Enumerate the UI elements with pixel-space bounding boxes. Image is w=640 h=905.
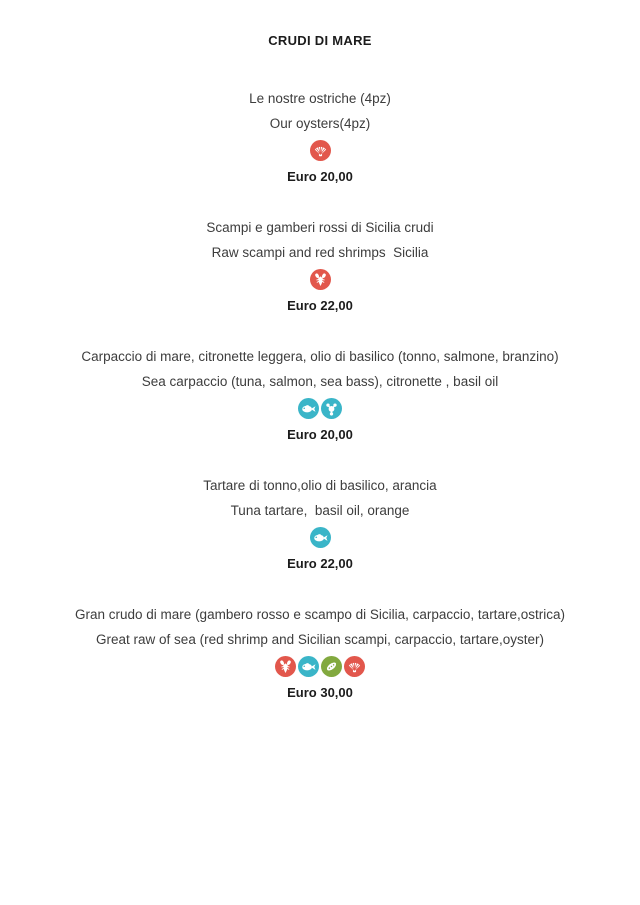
dish-name-italian: Carpaccio di mare, citronette leggera, olio di basilico (tonno, salmone, branzino) — [81, 349, 559, 364]
menu-item — [0, 86, 640, 189]
shell-icon — [310, 140, 331, 161]
allergen-icons — [0, 523, 640, 551]
menu-item — [0, 215, 640, 318]
dish-name-italian: Tartare di tonno,olio di basilico, arancia — [203, 478, 437, 493]
allergen-icons — [0, 394, 640, 422]
menu-item — [0, 602, 640, 705]
dish-name-italian: Scampi e gamberi rossi di Sicilia crudi — [206, 220, 434, 235]
page-title: CRUDI DI MARE — [268, 33, 372, 48]
dish-name-italian: Gran crudo di mare (gambero rosso e scampo di Sicilia, carpaccio, tartare,ostrica) — [75, 607, 565, 622]
pod-icon — [321, 656, 342, 677]
menu-item — [0, 473, 640, 576]
dish-name-english: Sea carpaccio (tuna, salmon, sea bass), citronette , basil oil — [141, 374, 499, 389]
fish-icon — [298, 656, 319, 677]
price-label: Euro 30,00 — [287, 685, 353, 700]
price-label: Euro 20,00 — [287, 427, 353, 442]
molecule-icon — [321, 398, 342, 419]
dish-name-english: Our oysters(4pz) — [269, 116, 371, 131]
allergen-icons — [0, 265, 640, 293]
price-label: Euro 22,00 — [287, 556, 353, 571]
dish-name-italian: Le nostre ostriche (4pz) — [249, 91, 391, 106]
dish-name-english: Great raw of sea (red shrimp and Sicilian scampi, carpaccio, tartare,oyster) — [96, 632, 544, 647]
fish-icon — [298, 398, 319, 419]
allergen-icons — [0, 652, 640, 680]
allergen-icons — [0, 136, 640, 164]
menu-item — [0, 344, 640, 447]
price-label: Euro 22,00 — [287, 298, 353, 313]
dish-name-english: Tuna tartare, basil oil, orange — [230, 503, 410, 518]
lobster-icon — [275, 656, 296, 677]
lobster-icon — [310, 269, 331, 290]
fish-icon — [310, 527, 331, 548]
dish-name-english: Raw scampi and red shrimps Sicilia — [211, 245, 429, 260]
price-label: Euro 20,00 — [287, 169, 353, 184]
shell-icon — [344, 656, 365, 677]
